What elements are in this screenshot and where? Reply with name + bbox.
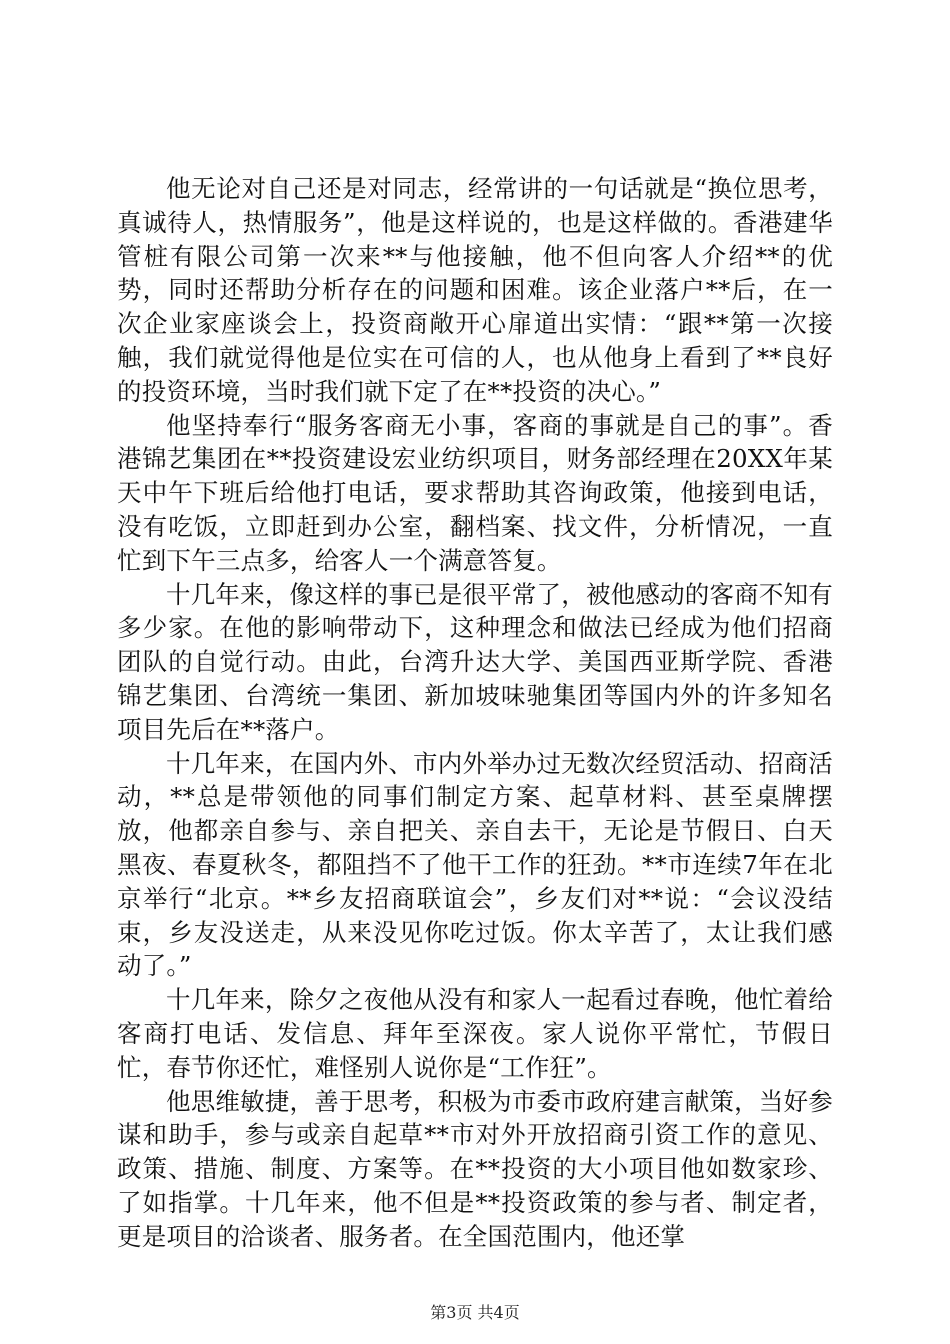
paragraph: 他坚持奉行“服务客商无小事，客商的事就是自己的事”。香港锦艺集团在**投资建设宏业纺织项目，财务部经理在20XX年某天中午下班后给他打电话，要求帮助其咨询政策，他接到电话，没有吃饭，立即赶到办公室，翻档案、找文件，分析情况，一直忙到下午三点多，给客人一个满意答复。	[117, 410, 833, 575]
paragraph: 十几年来，在国内外、市内外举办过无数次经贸活动、招商活动，**总是带领他的同事们制定方案、起草材料、甚至桌牌摆放，他都亲自参与、亲自把关、亲自去干，无论是节假日、白天黑夜、春夏秋冬，都阻挡不了他干工作的狂劲。**市连续7年在北京举行“北京。**乡友招商联谊会”，乡友们对**说：“会议没结束，乡友没送走，从来没见你吃过饭。你太辛苦了，太让我们感动了。”	[117, 748, 833, 981]
paragraph: 他无论对自己还是对同志，经常讲的一句话就是“换位思考，真诚待人，热情服务”，他是这样说的，也是这样做的。香港建华管桩有限公司第一次来**与他接触，他不但向客人介绍**的优势，同时还帮助分析存在的问题和困难。该企业落户**后，在一次企业家座谈会上，投资商敞开心扉道出实情：“跟**第一次接触，我们就觉得他是位实在可信的人，也从他身上看到了**良好的投资环境，当时我们就下定了在**投资的决心。”	[117, 174, 833, 406]
document-body	[117, 172, 833, 1254]
paragraph: 十几年来，像这样的事已是很平常了，被他感动的客商不知有多少家。在他的影响带动下，这种理念和做法已经成为他们招商团队的自觉行动。由此，台湾升达大学、美国西亚斯学院、香港锦艺集团、台湾统一集团、新加坡味驰集团等国内外的许多知名项目先后在**落户。	[117, 579, 833, 744]
paragraph: 他思维敏捷，善于思考，积极为市委市政府建言献策，当好参谋和助手，参与或亲自起草**市对外开放招商引资工作的意见、政策、措施、制度、方案等。在**投资的大小项目他如数家珍、了如指掌。十几年来，他不但是**投资政策的参与者、制定者，更是项目的洽谈者、服务者。在全国范围内，他还掌	[117, 1086, 833, 1251]
paragraph: 十几年来，除夕之夜他从没有和家人一起看过春晚，他忙着给客商打电话、发信息、拜年至深夜。家人说你平常忙，节假日忙，春节你还忙，难怪别人说你是“工作狂”。	[117, 985, 833, 1082]
page-footer: 第3页 共4页	[430, 1303, 520, 1322]
